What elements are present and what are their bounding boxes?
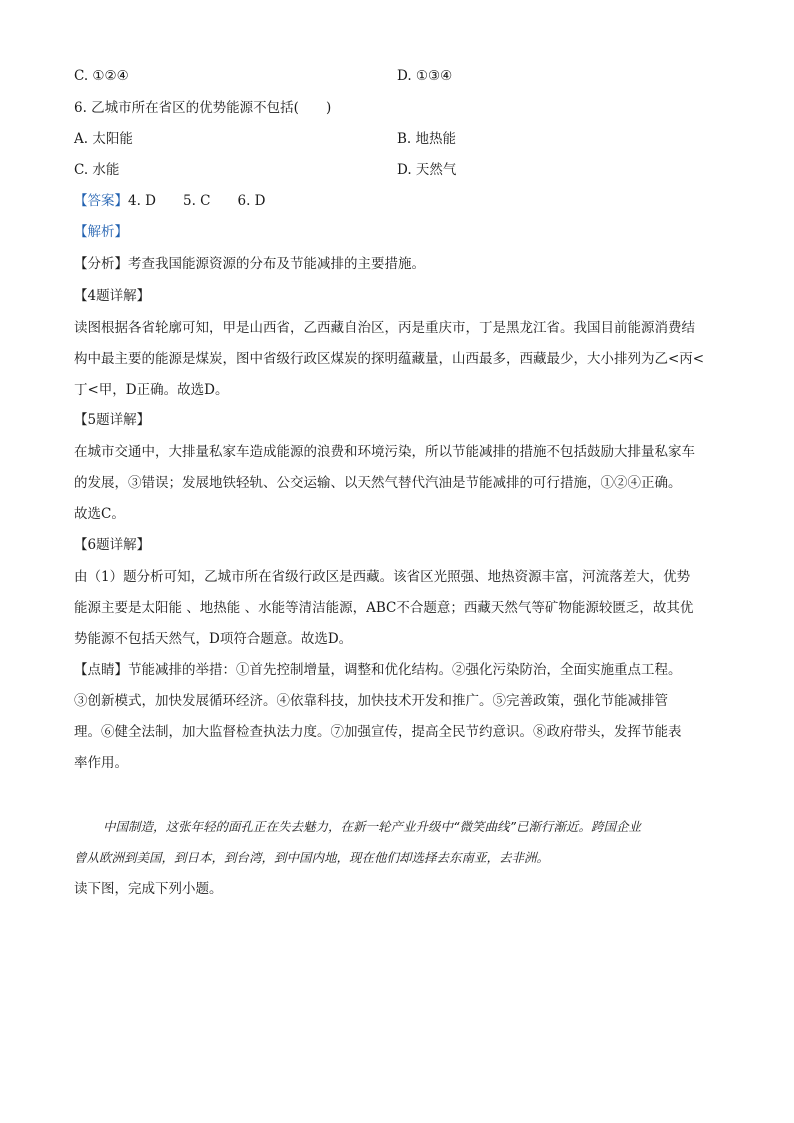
fenxi-text: 考查我国能源资源的分布及节能减排的主要措施。 [128, 256, 425, 272]
detail6-line2: 能源主要是太阳能 、地热能 、水能等清洁能源，ABC不合题意；西藏天然气等矿物能源较匮乏，故其优 [74, 600, 694, 616]
detail6-line1: 由（1）题分析可知，乙城市所在省级行政区是西藏。该省区光照强、地热资源丰富，河流落差大，优势 [74, 569, 691, 585]
fenxi-line [74, 255, 425, 273]
detail4-tag: 【4题详解】 [74, 288, 151, 304]
detail5-tag: 【5题详解】 [74, 412, 151, 428]
question-6-stem: 6. 乙城市所在省区的优势能源不包括( ) [74, 100, 332, 116]
option-c-q6: C. 水能 [74, 162, 120, 178]
option-b-q6: B. 地热能 [397, 131, 457, 147]
dianjing-text1: 节能减排的举措：①首先控制增量，调整和优化结构。②强化污染防治，全面实施重点工程。 [128, 662, 682, 678]
answer-tag: 【答案】 [74, 193, 128, 209]
detail4-line3: 丁<甲，D正确。故选D。 [74, 382, 229, 398]
intro-prompt: 读下图，完成下列小题。 [74, 881, 223, 897]
dianjing-line4: 率作用。 [74, 755, 128, 771]
dianjing-line2: ③创新模式，加快发展循环经济。④依靠科技，加快技术开发和推广。⑤完善政策，强化节能减排管 [74, 693, 668, 709]
intro-line2: 曾从欧洲到美国，到日本，到台湾，到中国内地，现在他们却选择去东南亚，去非洲。 [74, 850, 550, 865]
option-c-q5: C. ①②④ [74, 68, 129, 84]
detail4-line2: 构中最主要的能源是煤炭，图中省级行政区煤炭的探明蕴藏量，山西最多，西藏最少，大小排列为乙<丙< [74, 351, 705, 367]
fenxi-tag: 【分析】 [74, 256, 128, 272]
dianjing-line3: 理。⑥健全法制，加大监督检查执法力度。⑦加强宣传，提高全民节约意识。⑧政府带头，发挥节能表 [74, 724, 682, 740]
answer-text: 4. D 5. C 6. D [128, 193, 266, 209]
detail5-line3: 故选C。 [74, 506, 125, 522]
analysis-tag: 【解析】 [74, 224, 128, 240]
detail5-line1: 在城市交通中，大排量私家车造成能源的浪费和环境污染，所以节能减排的措施不包括鼓励大排量私家车 [74, 444, 695, 460]
detail4-line1: 读图根据各省轮廓可知，甲是山西省，乙西藏自治区，丙是重庆市，丁是黑龙江省。我国目前能源消费结 [74, 320, 695, 336]
intro-line1: 中国制造，这张年轻的面孔正在失去魅力，在新一轮产业升级中“微笑曲线”已渐行渐近。跨国企业 [103, 819, 641, 834]
detail6-tag: 【6题详解】 [74, 537, 151, 553]
option-a-q6: A. 太阳能 [74, 131, 133, 147]
answer-line [74, 192, 266, 210]
detail5-line2: 的发展，③错误；发展地铁轻轨、公交运输、以天然气替代汽油是节能减排的可行措施，①②④正确。 [74, 475, 682, 491]
dianjing-tag: 【点睛】 [74, 662, 128, 678]
detail6-line3: 势能源不包括天然气，D项符合题意。故选D。 [74, 631, 353, 647]
option-d-q5: D. ①③④ [397, 68, 453, 84]
option-d-q6: D. 天然气 [397, 162, 457, 178]
dianjing-line1 [74, 661, 682, 679]
